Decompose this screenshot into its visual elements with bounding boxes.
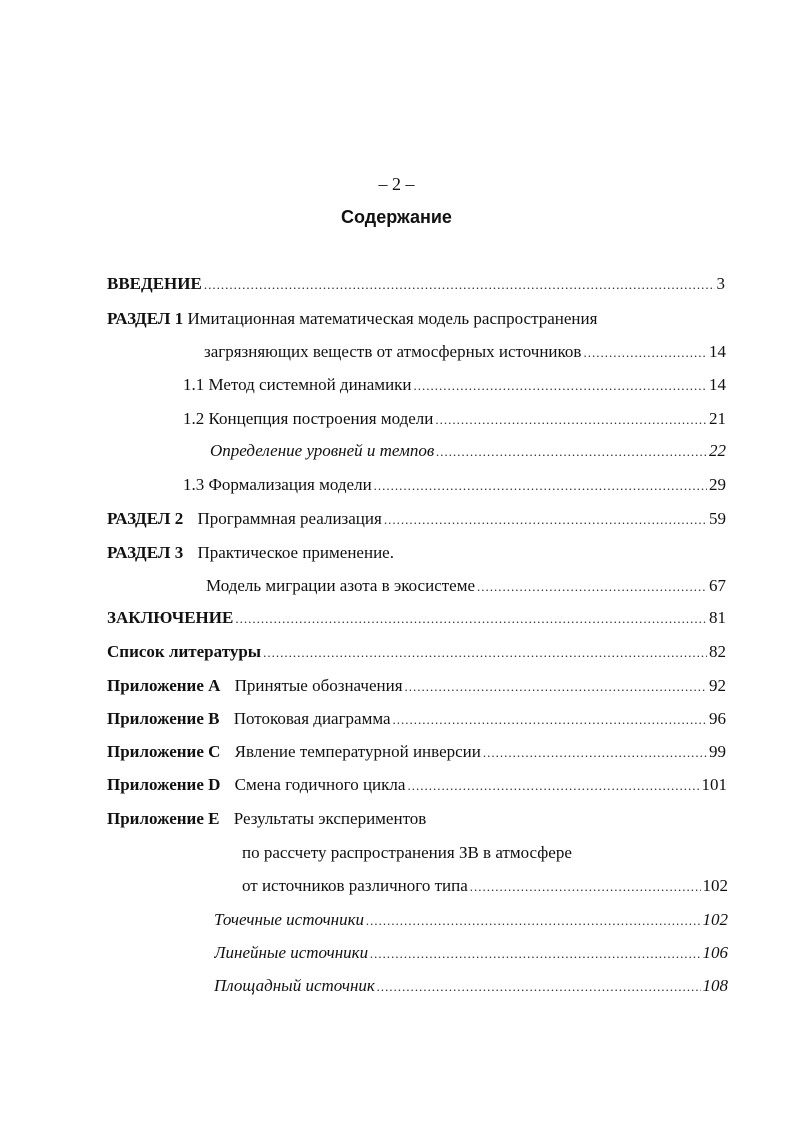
toc-entry-point-sources[interactable] [214,908,728,932]
toc-prefix: РАЗДЕЛ 1 [107,309,184,328]
leader-dots [407,774,699,797]
toc-label: 1.3 Формализация модели [183,475,372,494]
toc-prefix: Приложение E [107,809,220,828]
toc-label: Принятые обозначения [234,676,403,695]
leader-dots [374,474,707,497]
toc-label: Явление температурной инверсии [234,742,481,761]
toc-entry-appendix-c[interactable] [107,740,726,764]
leader-dots [384,508,707,531]
toc-entry-section1-line1[interactable] [107,307,597,331]
toc-label: Модель миграции азота в экосистеме [206,576,476,595]
toc-page-number: 102 [702,876,728,895]
toc-page-number: 101 [701,775,727,794]
toc-label: Линейные источники [214,943,369,962]
toc-label: Определение уровней и темпов [210,441,435,460]
toc-page-number: 99 [709,742,726,761]
leader-dots [414,374,707,397]
toc-prefix: Приложение B [107,709,220,728]
toc-entry-area-source[interactable] [214,974,728,998]
toc-page-number: 96 [709,709,726,728]
toc-entry-appendix-e-line1[interactable] [107,807,426,831]
toc-entry-1-3[interactable] [183,473,726,497]
toc-prefix: Приложение A [107,676,221,695]
page-number: – 2 – [378,174,415,194]
toc-label: 1.1 Метод системной динамики [183,375,412,394]
leader-dots [483,741,707,764]
leader-dots [235,607,707,630]
toc-page-number: 92 [709,676,726,695]
toc-label: Площадный источник [214,976,375,995]
leader-dots [477,575,707,598]
leader-dots [366,909,700,932]
toc-label: от источников различного типа [242,876,468,895]
toc-entry-section3-line2[interactable] [206,574,726,598]
toc-entry-appendix-d[interactable] [107,773,727,797]
toc-page-number: 3 [716,274,725,293]
toc-entry-1-1[interactable] [183,373,726,397]
toc-page-number: 102 [702,910,728,929]
toc-prefix: Приложение D [107,775,221,794]
toc-page-number: 81 [709,608,726,627]
toc-entry-1-2[interactable] [183,407,726,431]
toc-page-number: 29 [709,475,726,494]
toc-prefix: РАЗДЕЛ 2 [107,509,184,528]
toc-label: Практическое применение. [197,543,394,562]
toc-entry-1-2-sub[interactable] [210,439,726,463]
toc-label: Имитационная математическая модель распространения [187,309,598,328]
toc-page-number: 106 [702,943,728,962]
leader-dots [370,942,700,965]
toc-entry-section1-line2[interactable] [204,340,726,364]
leader-dots [583,341,707,364]
toc-entry-linear-sources[interactable] [214,941,728,965]
leader-dots [435,408,707,431]
toc-entry-section2[interactable] [107,507,726,531]
toc-page-number: 82 [709,642,726,661]
leader-dots [204,273,715,296]
toc-label: ВВЕДЕНИЕ [107,274,202,293]
toc-label: по рассчету распространения ЗВ в атмосфере [242,843,572,862]
leader-dots [436,440,707,463]
toc-label: Список литературы [107,642,262,661]
page-title: Содержание [341,207,452,227]
toc-label: Потоковая диаграмма [233,709,391,728]
toc-entry-appendix-a[interactable] [107,674,726,698]
toc-label: Смена годичного цикла [234,775,406,794]
leader-dots [405,675,707,698]
toc-label: 1.2 Концепция построения модели [183,409,434,428]
toc-entry-appendix-e-line3[interactable] [242,874,728,898]
leader-dots [377,975,701,998]
toc-page-number: 14 [709,375,726,394]
toc-label: Результаты экспериментов [233,809,427,828]
toc-label: ЗАКЛЮЧЕНИЕ [107,608,234,627]
toc-entry-intro[interactable] [107,272,725,296]
toc-page-number: 108 [702,976,728,995]
toc-page-number: 59 [709,509,726,528]
toc-page-number: 22 [709,441,726,460]
toc-label: загрязняющих веществ от атмосферных источников [204,342,582,361]
toc-page-number: 14 [709,342,726,361]
toc-prefix: РАЗДЕЛ 3 [107,543,184,562]
toc-entry-appendix-e-line2 [242,841,572,865]
toc-label: Программная реализация [197,509,382,528]
toc-page-number: 67 [709,576,726,595]
toc-entry-appendix-b[interactable] [107,707,726,731]
leader-dots [470,875,701,898]
toc-entry-references[interactable] [107,640,726,664]
toc-page-number: 21 [709,409,726,428]
leader-dots [263,641,707,664]
toc-prefix: Приложение C [107,742,221,761]
toc-entry-section3-line1[interactable] [107,541,394,565]
toc-label: Точечные источники [214,910,365,929]
leader-dots [393,708,707,731]
toc-entry-conclusion[interactable] [107,606,726,630]
